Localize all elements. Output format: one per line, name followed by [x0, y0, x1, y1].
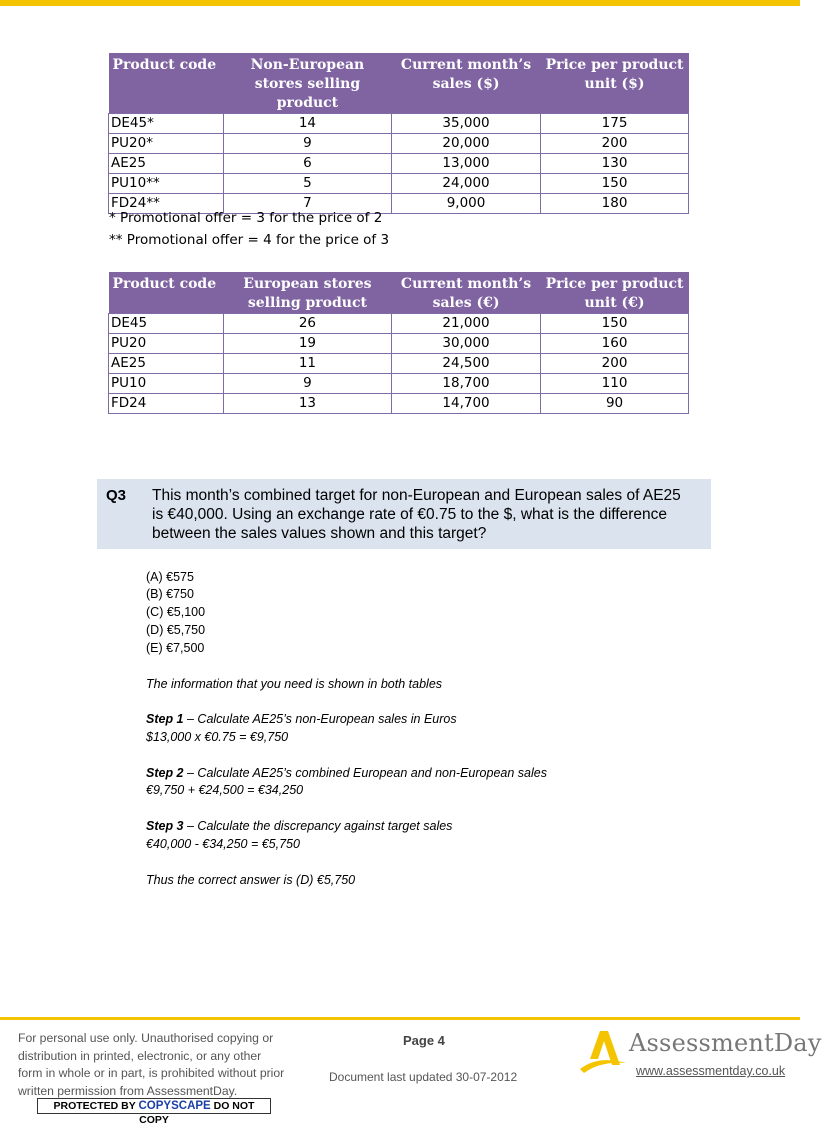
table-cell: 9: [223, 374, 391, 394]
table-cell: 21,000: [392, 314, 541, 334]
table-row: [109, 114, 689, 134]
answer-option: (B) €750: [146, 587, 194, 601]
question-box: [97, 479, 711, 549]
column-header: European stores selling product: [223, 272, 391, 314]
question-number: Q3: [106, 487, 127, 504]
table-row: [109, 334, 689, 354]
table-cell: 35,000: [392, 114, 541, 134]
table-row: [109, 174, 689, 194]
table-cell: 150: [541, 314, 689, 334]
step-description: – Calculate AE25’s combined European and non-European sales: [183, 766, 547, 780]
table-row: [109, 374, 689, 394]
answer-option: (A) €575: [146, 570, 194, 584]
table-header-row: [109, 272, 689, 314]
step-label: Step 2: [146, 766, 184, 780]
page-number: Page 4: [403, 1033, 445, 1048]
step-heading: [146, 766, 547, 780]
answer-option: (C) €5,100: [146, 605, 206, 619]
table-row: [109, 154, 689, 174]
european-sales-table: [108, 272, 689, 414]
conclusion: Thus the correct answer is (D) €5,750: [146, 873, 356, 887]
table-cell: 150: [541, 174, 689, 194]
table-cell: 14: [223, 114, 391, 134]
step-heading: [146, 819, 452, 833]
copyscape-pre: PROTECTED BY: [53, 1100, 136, 1112]
table-cell: 9: [223, 134, 391, 154]
table-cell: PU20: [109, 334, 224, 354]
table-row: [109, 134, 689, 154]
table-cell: 90: [541, 394, 689, 414]
table-cell: 13,000: [392, 154, 541, 174]
table-cell: 20,000: [392, 134, 541, 154]
column-header: Product code: [109, 272, 224, 314]
question-text: This month’s combined target for non-European and European sales of AE25 is €40,000. Using an exchange rate of €0.75 to the $, what is the difference between the sales values shown and this target?: [152, 487, 681, 542]
copyscape-badge[interactable]: [37, 1098, 271, 1126]
assessmentday-logo-icon: [578, 1029, 628, 1073]
table-cell: FD24**: [109, 194, 224, 214]
step-calculation: €40,000 - €34,250 = €5,750: [146, 837, 300, 851]
non-european-sales-table: [108, 53, 689, 214]
column-header: Non-European stores selling product: [223, 53, 391, 114]
table-cell: 11: [223, 354, 391, 374]
table-cell: 13: [223, 394, 391, 414]
table-cell: 160: [541, 334, 689, 354]
column-header: Current month’s sales (€): [392, 272, 541, 314]
last-updated: Document last updated 30-07-2012: [329, 1070, 518, 1084]
table-cell: 130: [541, 154, 689, 174]
table-cell: 24,500: [392, 354, 541, 374]
table-cell: 6: [223, 154, 391, 174]
step-calculation: €9,750 + €24,500 = €34,250: [146, 783, 304, 797]
table-row: [109, 354, 689, 374]
step-label: Step 1: [146, 712, 184, 726]
table-cell: AE25: [109, 354, 224, 374]
table-cell: PU10**: [109, 174, 224, 194]
column-header: Current month’s sales ($): [392, 53, 541, 114]
top-accent-bar: [0, 0, 800, 6]
website-link[interactable]: www.assessmentday.co.uk: [636, 1064, 786, 1078]
step-calculation: $13,000 x €0.75 = €9,750: [146, 730, 289, 744]
step-description: – Calculate AE25’s non-European sales in Euros: [183, 712, 457, 726]
step-label: Step 3: [146, 819, 184, 833]
table-cell: DE45*: [109, 114, 224, 134]
table-cell: 175: [541, 114, 689, 134]
footer-accent-line: [0, 1017, 800, 1020]
table-cell: 200: [541, 134, 689, 154]
table-cell: 14,700: [392, 394, 541, 414]
table-cell: 9,000: [392, 194, 541, 214]
answer-option: (E) €7,500: [146, 641, 205, 655]
step-heading: [146, 712, 457, 726]
table-cell: 19: [223, 334, 391, 354]
table-cell: 5: [223, 174, 391, 194]
table-cell: 180: [541, 194, 689, 214]
explanation-intro: The information that you need is shown in both tables: [146, 677, 443, 691]
table-cell: PU10: [109, 374, 224, 394]
table-cell: 7: [223, 194, 391, 214]
table-cell: 200: [541, 354, 689, 374]
table-row: [109, 314, 689, 334]
table-cell: FD24: [109, 394, 224, 414]
table-cell: AE25: [109, 154, 224, 174]
brand-name: AssessmentDay: [629, 1029, 822, 1057]
copyscape-post: DO NOT COPY: [139, 1100, 255, 1126]
column-header: Product code: [109, 53, 224, 114]
column-header: Price per product unit (€): [541, 272, 689, 314]
table-cell: DE45: [109, 314, 224, 334]
table-cell: PU20*: [109, 134, 224, 154]
column-header: Price per product unit ($): [541, 53, 689, 114]
table-cell: 26: [223, 314, 391, 334]
copyright-disclaimer: For personal use only. Unauthorised copying or distribution in printed, electronic, or any other form in whole or in part, is prohibited without prior written permission from AssessmentDay.: [18, 1031, 285, 1098]
table-cell: 110: [541, 374, 689, 394]
table-cell: 30,000: [392, 334, 541, 354]
table-cell: 18,700: [392, 374, 541, 394]
footnote: ** Promotional offer = 4 for the price of 3: [109, 232, 390, 248]
footnote: * Promotional offer = 3 for the price of 2: [109, 210, 383, 226]
table-header-row: [109, 53, 689, 114]
table-row: [109, 394, 689, 414]
answer-option: (D) €5,750: [146, 623, 206, 637]
step-description: – Calculate the discrepancy against target sales: [183, 819, 453, 833]
table-cell: 24,000: [392, 174, 541, 194]
copyscape-brand: COPYSCAPE: [138, 1100, 211, 1112]
